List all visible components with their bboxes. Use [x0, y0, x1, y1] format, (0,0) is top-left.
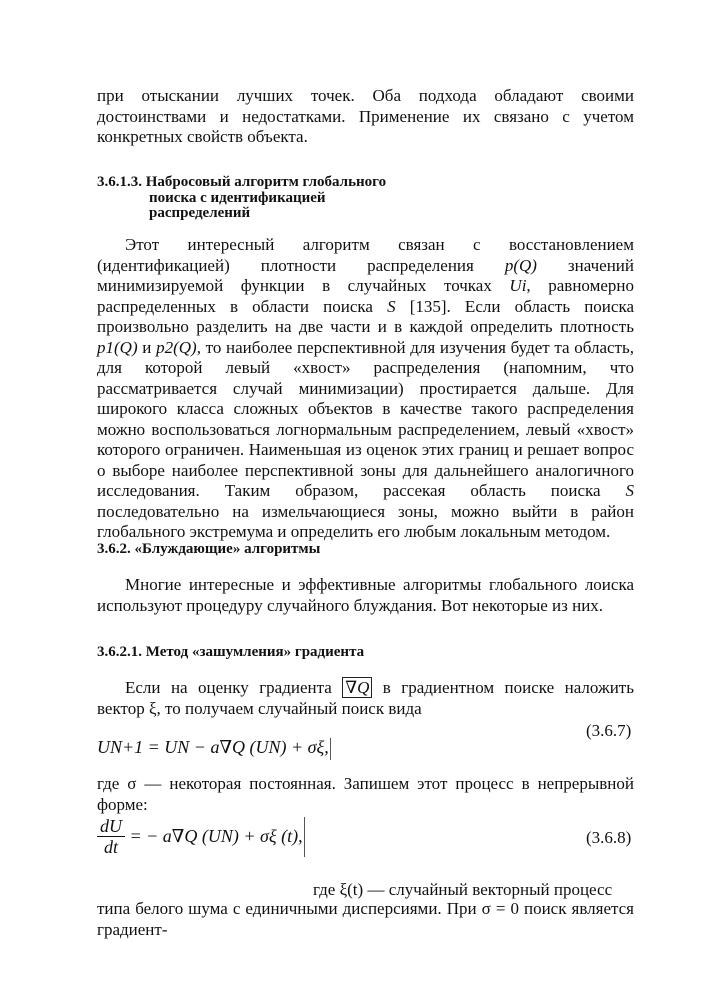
s-symbol-2: S [625, 481, 634, 500]
fraction-numerator: dU [97, 816, 125, 837]
p2q-symbol: p2(Q) [156, 337, 197, 357]
pq-symbol: p(Q) [504, 255, 537, 275]
equation-368: $\frac{dU}{dt}$ = − a∇Q (UN) + σξ (t), [97, 816, 305, 857]
text-cursor-2 [304, 817, 305, 857]
equation-number-368: (3.6.8) [586, 828, 632, 847]
section-3621-paragraph-2: где σ — некоторая постоянная. Запишем этот процесс в непрерывной форме: [97, 774, 634, 814]
gradient-symbol: ∇Q [342, 677, 372, 698]
fraction-denominator: dt [103, 837, 118, 857]
section-3613-paragraph: Этот интересный алгоритм связан с восстановлением (идентификацией) плотности распределения p(Q) значений минимизируемой функции в случайных точках Ui, равномерно распределенных в области поиска S [135]. Если область поиска произвольно разделить на две части и в каждой определить плотность p1(Q) и p2(Q), то наиболее перспективной для изучения будет та область, для которой левый «хвост» распределения (напомним, что рассматривается случай минимизации) простирается дальше. Для широкого класса сложных объектов в качестве такого распределения можно воспользоваться логнормальным распределением, левый «хвост» которого ограничен. Наименьшая из оценок этих границ и решает вопрос о выборе наиболее перспективной зоны для дальнейшего аналогичного исследования. Таким образом, рассекая область поиска S последовательно на измельчающиеся зоны, можно выйти в район глобального экстремума и определить его любым локальным методом. [97, 235, 635, 541]
section-3613-heading [97, 175, 386, 222]
section-3621-heading: 3.6.2.1. Метод «зашумления» градиента [97, 644, 365, 660]
s-symbol: S [387, 296, 396, 316]
heading-line-1: 3.6.1.3. Набросовый алгоритм глобального [97, 174, 387, 190]
section-3621-paragraph-3-line-1: где ξ(t) — случайный векторный процесс [313, 880, 613, 899]
equation-number-367: (3.6.7) [586, 721, 632, 740]
equation-367: UN+1 = UN − a∇Q (UN) + σξ, [97, 737, 331, 760]
derivative-fraction [97, 816, 125, 857]
heading-line-2: поиска с идентификацией [149, 189, 326, 206]
p1q-symbol: p1(Q) [97, 337, 138, 357]
ui-symbol: Ui [509, 276, 527, 295]
text-cursor [330, 738, 331, 760]
section-362-paragraph: Многие интересные и эффективные алгоритмы глобального лоиска используют процедуру случайного блуждания. Вот некоторые из них. [97, 575, 634, 615]
intro-paragraph: при отыскании лучших точек. Оба подхода обладают своими достоинствами и недостатками. Применение их связано с учетом конкретных свойств объекта. [97, 86, 634, 146]
section-3621-paragraph-3: типа белого шума с единичными дисперсиями. При σ = 0 поиск является градиент- [97, 899, 634, 939]
section-3621-paragraph-1: Если на оценку градиента ∇Q в градиентном поиске наложить вектор ξ, то получаем случайный поиск вида [97, 678, 634, 718]
section-362-heading: 3.6.2. «Блуждающие» алгоритмы [97, 541, 321, 557]
heading-line-3: распределений [149, 205, 251, 221]
